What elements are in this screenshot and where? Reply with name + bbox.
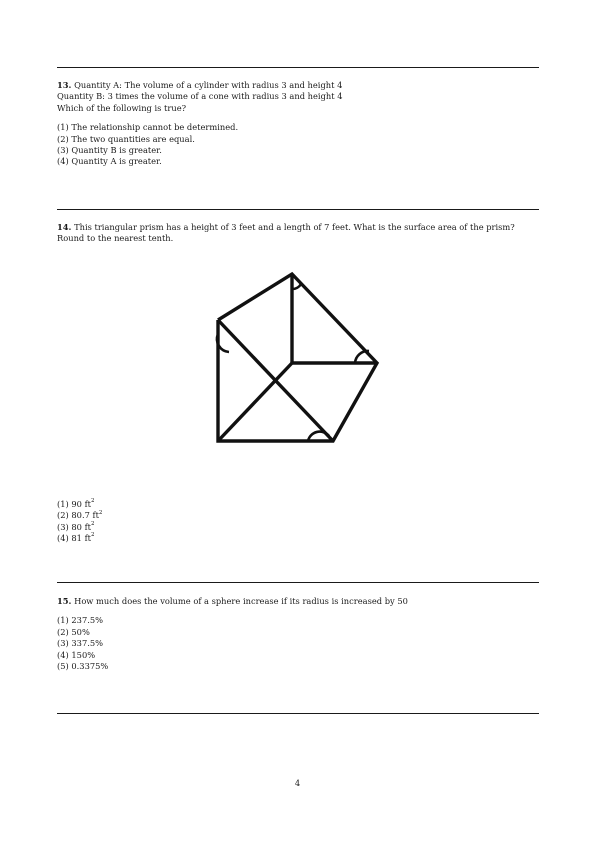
question-13	[57, 80, 539, 168]
q13-line-1	[57, 80, 539, 91]
question-14	[57, 222, 539, 245]
q14-choice-2[interactable]	[57, 510, 539, 521]
prism-diagram	[205, 265, 390, 450]
q14-text-block	[57, 222, 539, 245]
q14-choice-4[interactable]	[57, 533, 539, 544]
q14-choice-2-sup: 2	[98, 509, 103, 516]
bottom-rule	[57, 713, 539, 714]
q15-choice-2[interactable]: (2) 50%	[57, 626, 90, 637]
q15-choices	[57, 615, 539, 672]
q14-choice-2-label: (2) 80.7 ft	[57, 510, 99, 521]
q15-choice-3[interactable]: (3) 337.5%	[57, 638, 104, 649]
q14-choice-1-sup: 2	[91, 498, 95, 505]
q13-number: 13.	[57, 80, 72, 90]
rule-2	[57, 209, 539, 210]
q13-choice-2[interactable]: (2) The two quantities are equal.	[57, 133, 195, 144]
q13-choices	[57, 122, 539, 168]
q13-choice-1[interactable]: (1) The relationship cannot be determined.	[57, 122, 239, 133]
page-number: 4	[294, 778, 301, 788]
q13-line-2: Quantity B: 3 times the volume of a cone with radius 3 and height 4	[57, 91, 343, 102]
question-15	[57, 596, 539, 672]
q14-text: This triangular prism has a height of 3 feet and a length of 7 feet. What is the surface area of the prism? Round to the nearest tenth.	[57, 222, 515, 244]
q14-choices	[57, 499, 539, 545]
q15-choice-1[interactable]: (1) 237.5%	[57, 615, 104, 626]
q14-choices-block	[57, 499, 539, 545]
q13-text-1: Quantity A: The volume of a cylinder with radius 3 and height 4	[74, 80, 343, 90]
q15-choice-4[interactable]: (4) 150%	[57, 649, 96, 660]
prism-diagonal-b	[218, 363, 292, 441]
q14-choice-3[interactable]	[57, 522, 539, 533]
q13-choice-3[interactable]: (3) Quantity B is greater.	[57, 145, 162, 156]
q13-choice-4[interactable]: (4) Quantity A is greater.	[57, 156, 162, 167]
rule-3	[57, 582, 539, 583]
triangular-prism-figure	[205, 265, 390, 450]
top-rule	[57, 67, 539, 68]
q14-number: 14.	[57, 222, 72, 232]
q15-number: 15.	[57, 596, 72, 606]
q15-text: How much does the volume of a sphere increase if its radius is increased by 50	[74, 596, 408, 606]
q14-choice-4-sup: 2	[91, 532, 95, 539]
q15-choice-5[interactable]: (5) 0.3375%	[57, 661, 109, 672]
q15-text-block	[57, 596, 539, 607]
q13-line-3: Which of the following is true?	[57, 102, 187, 113]
q14-choice-3-label: (3) 80 ft	[57, 521, 91, 532]
q14-choice-1[interactable]	[57, 499, 539, 510]
q14-choice-1-label: (1) 90 ft	[57, 499, 91, 509]
q14-choice-3-sup: 2	[91, 521, 95, 528]
q14-choice-4-label: (4) 81 ft	[57, 533, 91, 544]
